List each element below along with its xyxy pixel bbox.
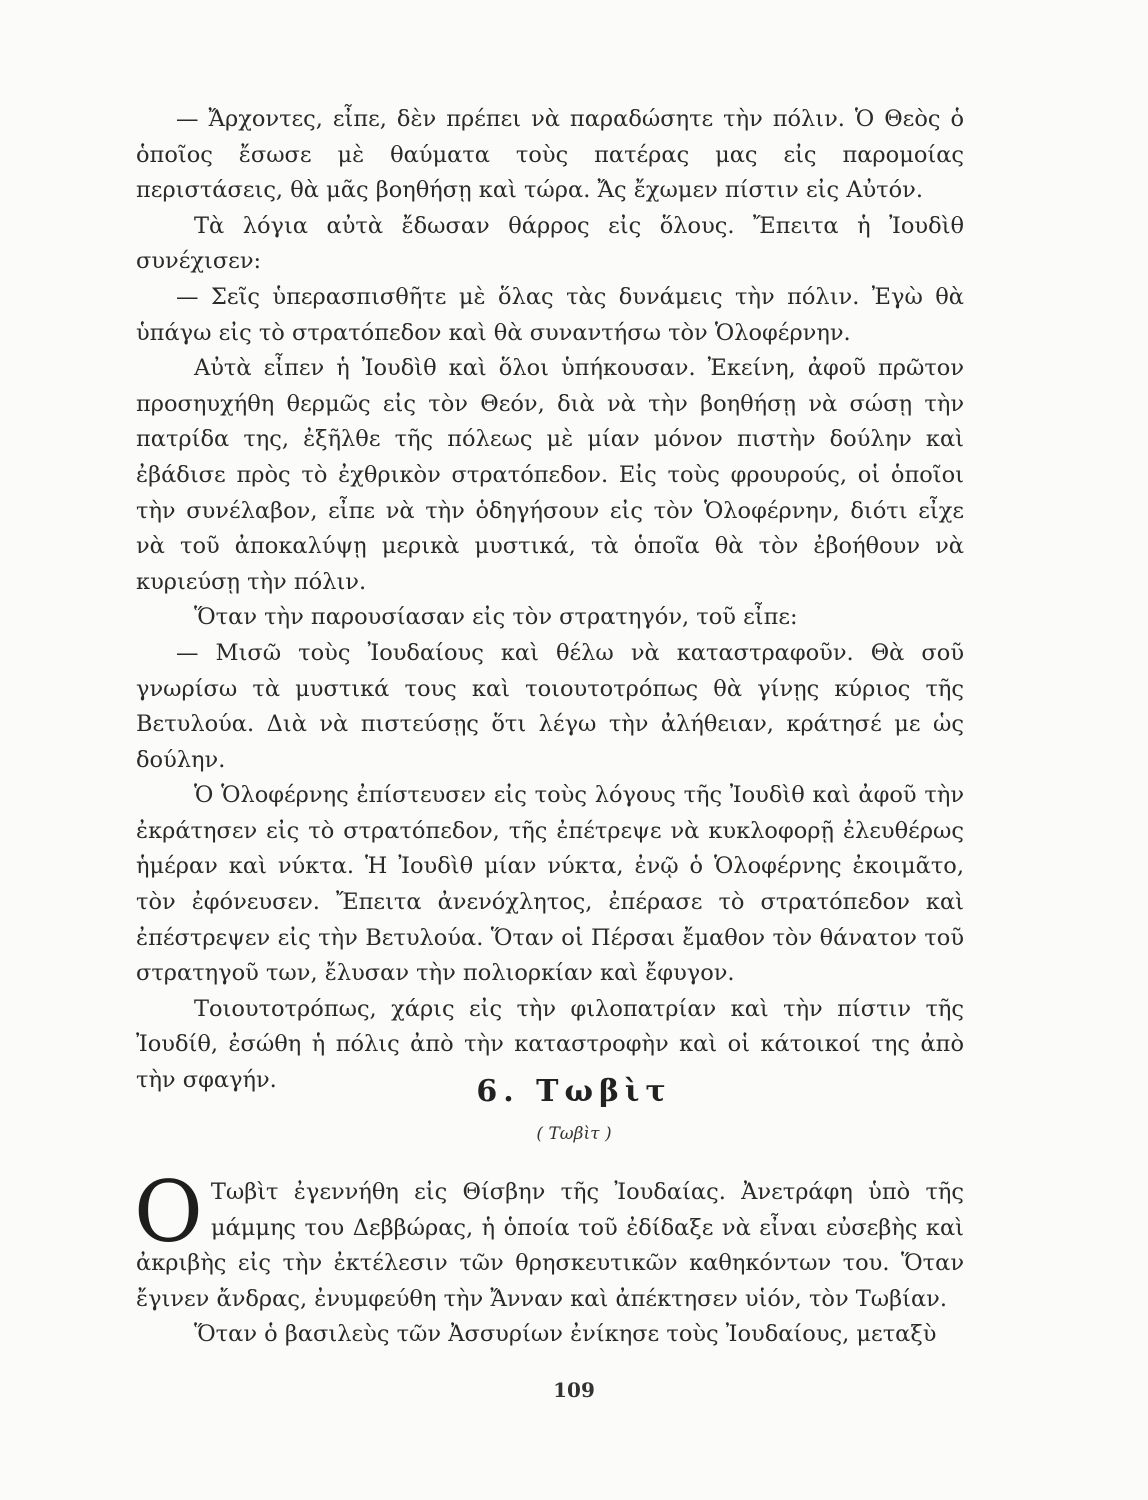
paragraph: — Σεῖς ὑπερασπισθῆτε μὲ ὅλας τὰς δυνάμεις τὴν πόλιν. Ἐγὼ θὰ ὑπάγω εἰς τὸ στρατόπεδον καὶ θὰ συναντήσω τὸν Ὁλοφέρνην. (136, 283, 964, 346)
page-number: 109 (553, 1378, 595, 1402)
paragraph: Τοιουτοτρόπως, χάρις εἰς τὴν φιλοπατρίαν καὶ τὴν πίστιν τῆς Ἰουδίθ, ἐσώθη ἡ πόλις ἀπὸ τὴν καταστροφὴν καὶ οἱ κάτοικοί της ἀπὸ τὴν σφαγήν. (136, 995, 964, 1094)
paragraph: Ὅταν ὁ βασιλεὺς τῶν Ἀσσυρίων ἐνίκησε τοὺς Ἰουδαίους, μεταξὺ (194, 1321, 937, 1348)
paragraph: Τὰ λόγια αὐτὰ ἔδωσαν θάρρος εἰς ὅλους. Ἔπειτα ἡ Ἰουδὶθ συνέχισεν: (136, 212, 964, 275)
paragraph: Ὅταν τὴν παρουσίασαν εἰς τὸν στρατηγόν, τοῦ εἶπε: (194, 604, 798, 631)
chapter-title: 6. Τωβὶτ (476, 1074, 672, 1109)
judith-text (136, 102, 964, 1099)
paragraph: — Μισῶ τοὺς Ἰουδαίους καὶ θέλω νὰ καταστραφοῦν. Θὰ σοῦ γνωρίσω τὰ μυστικά τους καὶ τοιουτοτρόπως θὰ γίνῃς κύριος τῆς Βετυλούα. Διὰ νὰ πιστεύσῃς ὅτι λέγω τὴν ἀλήθειαν, κράτησέ με ὡς δούλην. (136, 639, 964, 773)
paragraph: — Ἄρχοντες, εἶπε, δὲν πρέπει νὰ παραδώσητε τὴν πόλιν. Ὁ Θεὸς ὁ ὁποῖος ἔσωσε μὲ θαύματα τοὺς πατέρας μας εἰς παρομοίας περιστάσεις, θὰ μᾶς βοηθήσῃ καὶ τώρα. Ἄς ἔχωμεν πίστιν εἰς Αὐτόν. (136, 106, 964, 204)
drop-cap: Ο (134, 1163, 203, 1261)
paragraph: Ὁ Ὁλοφέρνης ἐπίστευσεν εἰς τοὺς λόγους τῆς Ἰουδὶθ καὶ ἀφοῦ τὴν ἐκράτησεν εἰς τὸ στρατόπεδον, τῆς ἐπέτρεψε νὰ κυκλοφορῇ ἐλευθέρως ἡμέραν καὶ νύκτα. Ἡ Ἰουδὶθ μίαν νύκτα, ἐνῷ ὁ Ὁλοφέρνης ἐκοιμᾶτο, τὸν ἐφόνευσεν. Ἔπειτα ἀνενόχλητος, ἐπέρασε τὸ στρατόπεδον καὶ ἐπέστρεψεν εἰς τὴν Βετυλούα. Ὅταν οἱ Πέρσαι ἔμαθον τὸν θάνατον τοῦ στρατηγοῦ των, ἔλυσαν τὴν πολιορκίαν καὶ ἔφυγον. (136, 782, 964, 987)
chapter-subtitle: ( Τωβὶτ ) (536, 1124, 612, 1144)
paragraph (134, 1163, 964, 1317)
paragraph-text: Τωβὶτ ἐγεννήθη εἰς Θίσβην τῆς Ἰουδαίας. Ἀνετράφη ὑπὸ τῆς μάμμης του Δεββώρας, ἡ ὁποία τοῦ ἐδίδαξε νὰ εἶναι εὐσεβὴς καὶ ἀκριβὴς εἰς τὴν ἐκτέλεσιν τῶν θρησκευτικῶν καθηκόντων του. Ὅταν ἔγινεν ἄνδρας, ἐνυμφεύθη τὴν Ἄνναν καὶ ἀπέκτησεν υἱόν, τὸν Τωβίαν. (136, 1179, 964, 1312)
paragraph: Αὐτὰ εἶπεν ἡ Ἰουδὶθ καὶ ὅλοι ὑπήκουσαν. Ἐκείνη, ἀφοῦ πρῶτον προσηυχήθη θερμῶς εἰς τὸν Θεόν, διὰ νὰ τὴν βοηθήσῃ νὰ σώσῃ τὴν πατρίδα της, ἐξῆλθε τῆς πόλεως μὲ μίαν μόνον πιστὴν δούλην καὶ ἐβάδισε πρὸς τὸ ἐχθρικὸν στρατόπεδον. Εἰς τοὺς φρουρούς, οἱ ὁποῖοι τὴν συνέλαβον, εἶπε νὰ τὴν ὁδηγήσουν εἰς τὸν Ὁλοφέρνην, διότι εἶχε νὰ τοῦ ἀποκαλύψῃ μερικὰ μυστικά, τὰ ὁποῖα θὰ τὸν ἐβοήθουν νὰ κυριεύσῃ τὴν πόλιν. (136, 355, 964, 595)
tobit-text (134, 1163, 964, 1353)
